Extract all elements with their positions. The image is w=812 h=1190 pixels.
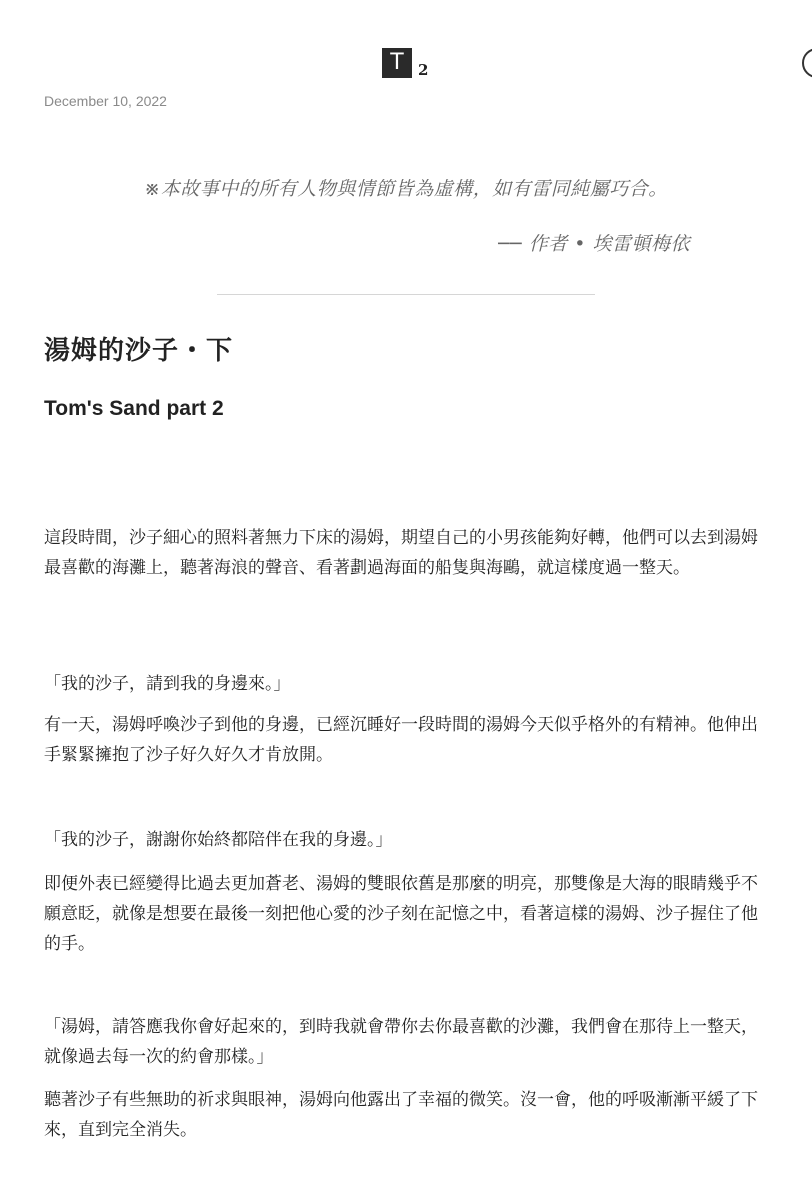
dialogue-line: 「我的沙子，謝謝你始終都陪伴在我的身邊。」 (44, 830, 393, 850)
author-line: ── 作者 • 埃雷頓梅依 (498, 233, 690, 255)
article-title-chinese: 湯姆的沙子・下 (44, 336, 234, 366)
fiction-disclaimer: ※本故事中的所有人物與情節皆為虛構，如有雷同純屬巧合。 (144, 178, 668, 200)
paragraph: 聽著沙子有些無助的祈求與眼神，湯姆向他露出了幸福的微笑。沒一會，他的呼吸漸漸平緩了下來，直到完全消失。 (44, 1090, 758, 1140)
logo-number: 2 (418, 61, 429, 79)
dialogue-line: 「湯姆，請答應我你會好起來的，到時我就會帶你去你最喜歡的沙灘，我們會在那待上一整天，就像過去每一次的約會那樣。」 (44, 1017, 758, 1067)
profile-circle-icon[interactable] (802, 48, 812, 78)
article-title-english: Tom's Sand part 2 (44, 397, 224, 420)
section-divider (217, 294, 595, 295)
dialogue-line: 「我的沙子，請到我的身邊來。」 (44, 674, 291, 694)
site-logo[interactable] (382, 48, 428, 78)
paragraph: 這段時間，沙子細心的照料著無力下床的湯姆，期望自己的小男孩能夠好轉，他們可以去到湯姆最喜歡的海灘上，聽著海浪的聲音、看著劃過海面的船隻與海鷗，就這樣度過一整天。 (44, 528, 758, 578)
logo-letter-box: T (382, 48, 412, 78)
publish-date: December 10, 2022 (44, 93, 167, 109)
paragraph: 即便外表已經變得比過去更加蒼老、湯姆的雙眼依舊是那麼的明亮，那雙像是大海的眼睛幾乎不願意眨，就像是想要在最後一刻把他心愛的沙子刻在記憶之中，看著這樣的湯姆、沙子握住了他的手。 (44, 874, 758, 954)
paragraph: 有一天，湯姆呼喚沙子到他的身邊，已經沉睡好一段時間的湯姆今天似乎格外的有精神。他伸出手緊緊擁抱了沙子好久好久才肯放開。 (44, 715, 758, 765)
